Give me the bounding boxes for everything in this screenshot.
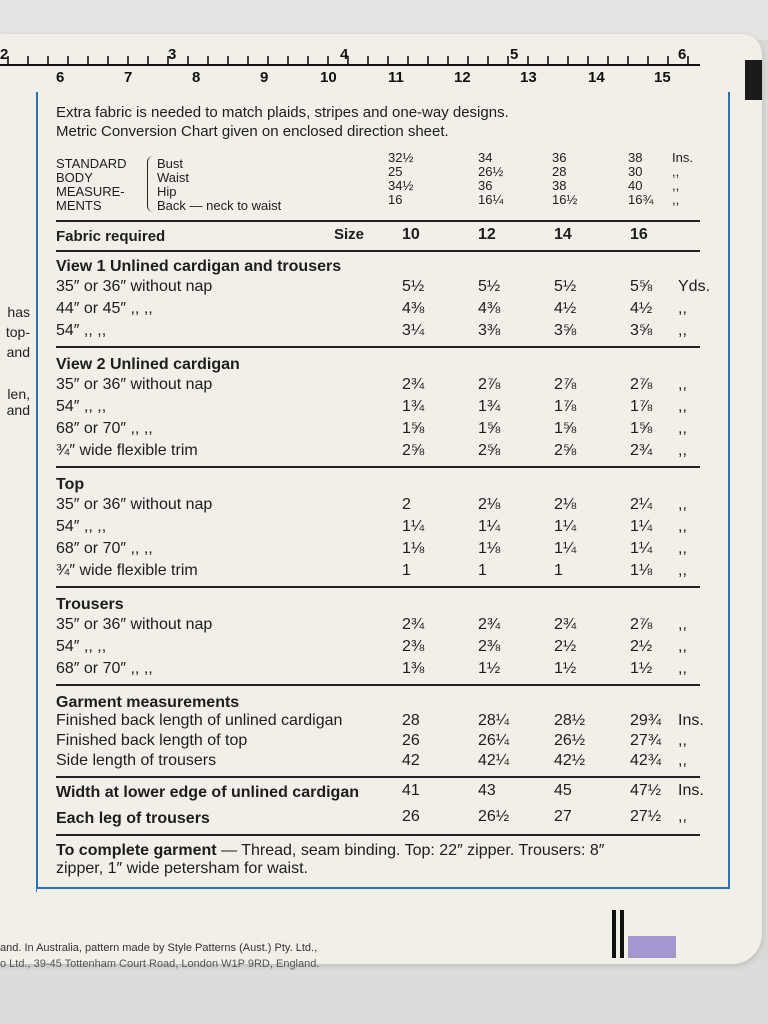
size-10: 10 xyxy=(402,226,420,243)
measure-value: 38 xyxy=(628,150,643,165)
row-value: 2⅛ xyxy=(478,496,501,513)
garment-value: 28½ xyxy=(554,712,586,729)
row-label: 35″ or 36″ without nap xyxy=(56,496,213,513)
row-value: ,, xyxy=(678,398,687,415)
garment-value: 42½ xyxy=(554,752,586,769)
row-label: 54″ ,, ,, xyxy=(56,322,107,339)
row-value: 4½ xyxy=(554,300,577,317)
row-value: ,, xyxy=(678,562,687,579)
row-value: ,, xyxy=(678,420,687,437)
row-label: Width at lower edge of unlined cardigan xyxy=(56,784,359,801)
ruler-cm-label: 11 xyxy=(388,69,404,86)
measure-value: 28 xyxy=(552,164,567,179)
note-plaids: Extra fabric is needed to match plaids, stripes and one-way designs. xyxy=(56,104,509,121)
ruler-inch-label: 3 xyxy=(168,46,177,63)
measure-value: ,, xyxy=(672,164,680,179)
row-label: 44″ or 45″ ,, ,, xyxy=(56,300,153,317)
size-16: 16 xyxy=(630,226,648,243)
ruler-cm-label: 15 xyxy=(654,69,671,86)
size-label: Size xyxy=(334,226,365,243)
black-bar xyxy=(620,910,624,958)
row-label: Each leg of trousers xyxy=(56,810,210,827)
row-value: ,, xyxy=(678,660,687,677)
row-value: 1 xyxy=(554,562,563,579)
complete-line-2: zipper, 1″ wide petersham for waist. xyxy=(56,860,308,877)
row-value: 1⅛ xyxy=(402,540,425,557)
row-value: 4⅜ xyxy=(402,300,425,317)
width-value: ,, xyxy=(678,808,687,825)
measure-value: 26½ xyxy=(478,164,504,179)
garment-value: 42¾ xyxy=(630,752,662,769)
row-value: ,, xyxy=(678,442,687,459)
row-value: 1¼ xyxy=(554,540,577,557)
row-label: 68″ or 70″ ,, ,, xyxy=(56,660,153,677)
width-value: 27½ xyxy=(630,808,662,825)
measure-label: BODY xyxy=(56,170,93,185)
row-value: 2¾ xyxy=(402,376,425,393)
garment-value: 27¾ xyxy=(630,732,662,749)
row-value: 1⅝ xyxy=(554,420,577,437)
measure-item: Hip xyxy=(157,184,177,199)
width-value: 43 xyxy=(478,782,496,799)
measure-label: MENTS xyxy=(56,198,102,213)
divider xyxy=(56,684,700,686)
row-value: 1½ xyxy=(554,660,577,677)
width-value: 27 xyxy=(554,808,572,825)
left-fragment: len, xyxy=(7,386,30,402)
measure-value: 40 xyxy=(628,178,643,193)
row-label: 54″ ,, ,, xyxy=(56,518,107,535)
ruler-inch-label: 4 xyxy=(340,46,349,63)
measure-value: 16½ xyxy=(552,192,578,207)
row-value: ,, xyxy=(678,638,687,655)
measure-value: 38 xyxy=(552,178,567,193)
measure-value: 34½ xyxy=(388,178,414,193)
width-value: 41 xyxy=(402,782,420,799)
ruler-cm-label: 13 xyxy=(520,69,537,86)
size-14: 14 xyxy=(554,226,572,243)
left-fragment: and xyxy=(6,402,30,418)
row-value: 2¾ xyxy=(402,616,425,633)
section-title: Trousers xyxy=(56,596,124,613)
row-value: 2¾ xyxy=(630,442,653,459)
row-value: 2⅜ xyxy=(402,638,425,655)
row-label: 54″ ,, ,, xyxy=(56,638,107,655)
footer-line-1: and. In Australia, pattern made by Style Patterns (Aust.) Pty. Ltd., xyxy=(0,942,318,954)
garment-value: 29¾ xyxy=(630,712,662,729)
row-value: 1¼ xyxy=(554,518,577,535)
row-value: 1⅞ xyxy=(554,398,577,415)
row-value: 2⅞ xyxy=(478,376,501,393)
row-value: 1⅛ xyxy=(630,562,653,579)
row-value: 4½ xyxy=(630,300,653,317)
width-value: 47½ xyxy=(630,782,662,799)
width-value: 26½ xyxy=(478,808,510,825)
left-fragment: top- xyxy=(5,324,30,340)
ruler-cm-label: 10 xyxy=(320,69,337,86)
garment-value: 26¼ xyxy=(478,732,510,749)
garment-value: 26 xyxy=(402,732,420,749)
measure-value: 36 xyxy=(552,150,567,165)
complete-bold: To complete garment xyxy=(56,842,217,859)
width-value: Ins. xyxy=(678,782,704,799)
garment-value: ,, xyxy=(678,752,687,769)
row-value: 2 xyxy=(402,496,411,513)
row-value: ,, xyxy=(678,300,687,317)
row-label: Side length of trousers xyxy=(56,752,217,769)
row-value: 1 xyxy=(478,562,487,579)
row-value: 2⅝ xyxy=(478,442,501,459)
row-value: 3⅝ xyxy=(554,322,577,339)
ruler-cm-label: 6 xyxy=(56,69,65,86)
row-value: 3⅝ xyxy=(630,322,653,339)
measure-value: Ins. xyxy=(672,150,693,165)
left-panel-edge xyxy=(0,92,37,892)
measure-value: ,, xyxy=(672,192,680,207)
garment-value: ,, xyxy=(678,732,687,749)
row-value: ,, xyxy=(678,322,687,339)
section-title: Top xyxy=(56,476,85,493)
row-value: 2¾ xyxy=(478,616,501,633)
note-metric: Metric Conversion Chart given on enclosed direction sheet. xyxy=(56,123,449,140)
row-value: 1½ xyxy=(630,660,653,677)
row-value: 2¼ xyxy=(630,496,653,513)
purple-swatch xyxy=(628,936,676,958)
row-value: 1⅝ xyxy=(478,420,501,437)
row-label: 54″ ,, ,, xyxy=(56,398,107,415)
left-fragment: has xyxy=(7,304,30,320)
row-value: 4⅜ xyxy=(478,300,501,317)
row-value: 1¼ xyxy=(630,518,653,535)
row-label: 68″ or 70″ ,, ,, xyxy=(56,420,153,437)
divider xyxy=(56,586,700,588)
garment-value: 28 xyxy=(402,712,420,729)
row-value: 5½ xyxy=(478,278,501,295)
row-value: 2⅞ xyxy=(630,376,653,393)
row-label: Finished back length of unlined cardigan xyxy=(56,712,343,729)
measure-item: Bust xyxy=(157,156,184,171)
row-value: ,, xyxy=(678,540,687,557)
row-label: 68″ or 70″ ,, ,, xyxy=(56,540,153,557)
row-label: 35″ or 36″ without nap xyxy=(56,376,213,393)
garment-value: 26½ xyxy=(554,732,586,749)
row-value: 2¾ xyxy=(554,616,577,633)
footer-line-2: o Ltd., 39-45 Tottenham Court Road, London W1P 9RD, England. xyxy=(0,958,320,970)
ruler-cm-label: 8 xyxy=(192,69,201,86)
row-label: 35″ or 36″ without nap xyxy=(56,278,213,295)
ruler-cm-label: 14 xyxy=(588,69,605,86)
row-value: 1½ xyxy=(478,660,501,677)
ruler-inch-label: 5 xyxy=(510,46,519,63)
section-title: View 2 Unlined cardigan xyxy=(56,356,240,373)
row-value: 5½ xyxy=(554,278,577,295)
measure-value: 34 xyxy=(478,150,493,165)
width-value: 26 xyxy=(402,808,420,825)
row-value: ,, xyxy=(678,518,687,535)
row-value: 2⅞ xyxy=(554,376,577,393)
section-title: View 1 Unlined cardigan and trousers xyxy=(56,258,342,275)
measure-value: 16¾ xyxy=(628,192,654,207)
row-value: 5½ xyxy=(402,278,425,295)
row-value: 1⅝ xyxy=(402,420,425,437)
brace xyxy=(147,156,154,212)
divider xyxy=(56,776,700,778)
row-value: 1 xyxy=(402,562,411,579)
ruler-cm-label: 7 xyxy=(124,69,133,86)
divider xyxy=(56,834,700,836)
garment-value: 42¼ xyxy=(478,752,510,769)
measure-value: 36 xyxy=(478,178,493,193)
measure-item: Waist xyxy=(157,170,190,185)
row-value: 1¼ xyxy=(630,540,653,557)
width-value: 45 xyxy=(554,782,572,799)
row-value: 1⅝ xyxy=(630,420,653,437)
size-12: 12 xyxy=(478,226,496,243)
garment-value: Ins. xyxy=(678,712,704,729)
row-value: 1⅛ xyxy=(478,540,501,557)
measure-value: 16¼ xyxy=(478,192,504,207)
row-value: 3⅜ xyxy=(478,322,501,339)
row-label: ¾″ wide flexible trim xyxy=(56,442,198,459)
row-value: 1¾ xyxy=(402,398,425,415)
row-value: 1⅜ xyxy=(402,660,425,677)
row-value: 2⅜ xyxy=(478,638,501,655)
row-label: Finished back length of top xyxy=(56,732,248,749)
row-value: 2½ xyxy=(630,638,653,655)
row-value: 3¼ xyxy=(402,322,425,339)
measure-value: 25 xyxy=(388,164,403,179)
garment-value: 28¼ xyxy=(478,712,510,729)
fabric-required-label: Fabric required xyxy=(56,228,166,245)
garment-value: 42 xyxy=(402,752,420,769)
ruler-cm-label: 12 xyxy=(454,69,471,86)
divider xyxy=(56,466,700,468)
row-value: 2⅝ xyxy=(554,442,577,459)
left-fragment: and xyxy=(6,344,30,360)
ruler-inch-label: 2 xyxy=(0,46,9,63)
measure-value: 32½ xyxy=(388,150,414,165)
row-value: 1⅞ xyxy=(630,398,653,415)
row-value: Yds. xyxy=(678,278,711,295)
row-label: 35″ or 36″ without nap xyxy=(56,616,213,633)
row-label: ¾″ wide flexible trim xyxy=(56,562,198,579)
black-bar xyxy=(612,910,616,958)
row-value: ,, xyxy=(678,376,687,393)
ruler-inch-label: 6 xyxy=(678,46,687,63)
measure-label: STANDARD xyxy=(56,156,127,171)
divider xyxy=(56,250,700,252)
divider xyxy=(56,346,700,348)
row-value: 2⅞ xyxy=(630,616,653,633)
measure-value: 16 xyxy=(388,192,403,207)
complete-line-1 xyxy=(56,842,604,860)
garment-title: Garment measurements xyxy=(56,694,240,711)
row-value: 1¾ xyxy=(478,398,501,415)
measure-item: Back — neck to waist xyxy=(157,198,282,213)
row-value: 2½ xyxy=(554,638,577,655)
measure-value: ,, xyxy=(672,178,680,193)
row-value: 2⅝ xyxy=(402,442,425,459)
row-value: 1¼ xyxy=(478,518,501,535)
measure-value: 30 xyxy=(628,164,643,179)
corner-shadow xyxy=(745,60,762,100)
row-value: ,, xyxy=(678,496,687,513)
ruler-cm-label: 9 xyxy=(260,69,269,86)
measure-label: MEASURE- xyxy=(56,184,125,199)
row-value: 1¼ xyxy=(402,518,425,535)
row-value: 2⅛ xyxy=(554,496,577,513)
ruler xyxy=(0,44,700,90)
divider xyxy=(56,220,700,222)
row-value: 5⅝ xyxy=(630,278,653,295)
complete-text: — Thread, seam binding. Top: 22″ zipper. Trousers: 8″ xyxy=(216,842,605,859)
row-value: ,, xyxy=(678,616,687,633)
